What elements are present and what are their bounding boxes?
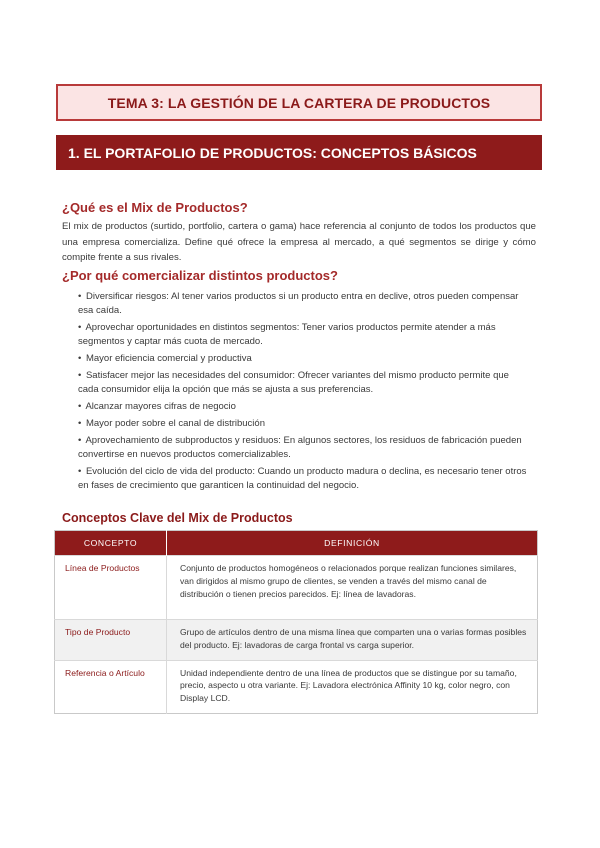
list-item: • Mayor eficiencia comercial y productiva (78, 353, 252, 364)
list-item: • Aprovechamiento de subproductos y residuos: En algunos sectores, los residuos de fabricación pueden convertirse en nuevos productos comercializables. (78, 435, 522, 460)
list-item: • Mayor poder sobre el canal de distribución (78, 418, 265, 429)
table-row (55, 660, 538, 713)
mix-paragraph: El mix de productos (surtido, portfolio, cartera o gama) hace referencia al conjunto de todos los productos que una empresa comercializa. Define qué ofrece la empresa al mercado, a qué segmentos se dirige y cómo compite frente a sus rivales. (62, 221, 536, 263)
table-title: Conceptos Clave del Mix de Productos (62, 511, 293, 525)
reasons-list (78, 290, 528, 496)
concept-cell: Referencia o Artículo (55, 660, 167, 713)
concepts-table (54, 530, 538, 714)
concept-cell: Línea de Productos (55, 556, 167, 620)
list-item: • Alcanzar mayores cifras de negocio (78, 401, 236, 412)
list-item: • Diversificar riesgos: Al tener varios productos si un producto entra en declive, otros pueden compensar esa caída. (78, 291, 519, 316)
column-header-concept: CONCEPTO (55, 531, 167, 556)
definition-cell: Unidad independiente dentro de una línea de productos que se distingue por su tamaño, precio, aspecto u otra variante. Ej: Lavadora electrónica Affinity 10 kg, color negro, con Display LCD. (167, 660, 538, 713)
mix-heading: ¿Qué es el Mix de Productos? (62, 200, 248, 215)
list-item: • Evolución del ciclo de vida del producto: Cuando un producto madura o declina, es necesario tener otros en fases de crecimiento que garanticen la continuidad del negocio. (78, 466, 527, 491)
table-row (55, 620, 538, 661)
section-heading: 1. EL PORTAFOLIO DE PRODUCTOS: CONCEPTOS BÁSICOS (56, 135, 542, 170)
definition-cell: Conjunto de productos homogéneos o relacionados porque realizan funciones similares, van dirigidos al mismo grupo de clientes, se venden a través del mismo canal de distribución o tienen precios parecidos. Ej: línea de lavadoras. (167, 556, 538, 620)
list-item: • Aprovechar oportunidades en distintos segmentos: Tener varios productos permite atender a más segmentos y captar más cuota de mercado. (78, 322, 496, 347)
document-title: TEMA 3: LA GESTIÓN DE LA CARTERA DE PRODUCTOS (56, 84, 542, 121)
concept-cell: Tipo de Producto (55, 620, 167, 661)
list-item: • Satisfacer mejor las necesidades del consumidor: Ofrecer variantes del mismo producto permite que cada consumidor elija la opción que más se ajusta a sus preferencias. (78, 370, 509, 395)
why-heading: ¿Por qué comercializar distintos productos? (62, 268, 338, 283)
table-header-row (55, 531, 538, 556)
column-header-definition: DEFINICIÓN (167, 531, 538, 556)
definition-cell: Grupo de artículos dentro de una misma línea que comparten una o varias formas posibles del producto. Ej: lavadoras de carga frontal vs carga superior. (167, 620, 538, 661)
table-row (55, 556, 538, 620)
